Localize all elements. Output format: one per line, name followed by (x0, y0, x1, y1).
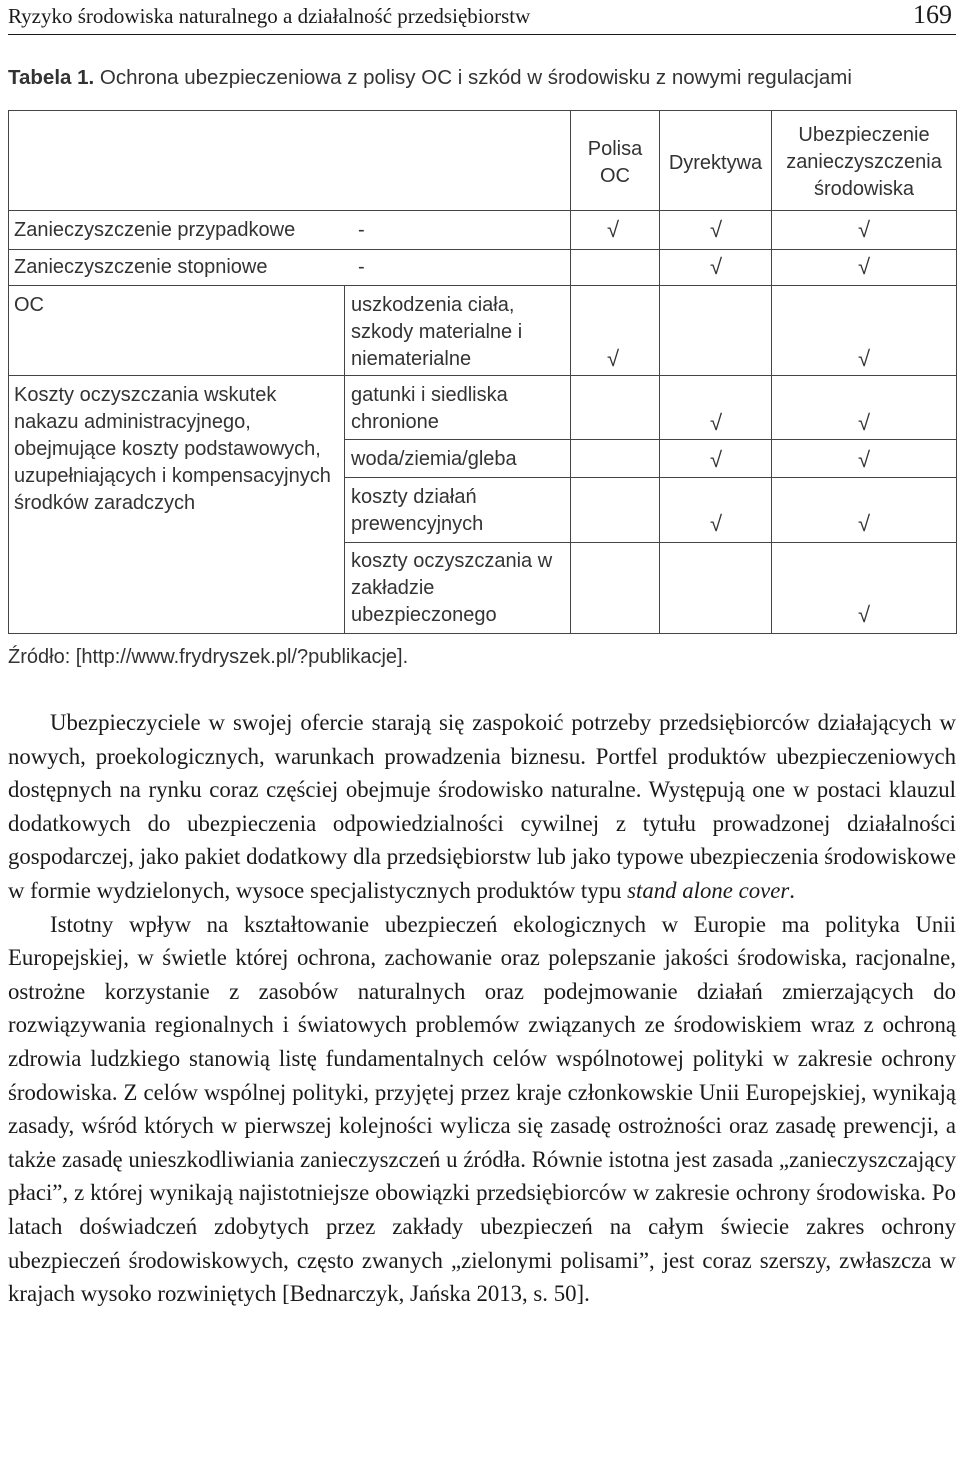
table-rule (344, 477, 957, 478)
table-rule (956, 110, 957, 634)
check-mark: √ (709, 410, 723, 435)
check-mark: √ (857, 410, 871, 435)
check-mark: √ (606, 217, 620, 242)
table-source: Źródło: [http://www.frydryszek.pl/?publikacje]. (8, 646, 409, 668)
check-mark: √ (857, 217, 871, 242)
coverage-table (8, 110, 957, 634)
column-header-dyrektywa: Dyrektywa (668, 152, 763, 174)
table-rule (659, 110, 660, 634)
row-label: Zanieczyszczenie przypadkowe (14, 219, 296, 241)
sub-row-label: uszkodzenia ciała, szkody materialne i niematerialne (351, 294, 523, 370)
table-rule (8, 375, 957, 376)
table-caption (8, 66, 956, 90)
column-header-polisa: Polisa OC (587, 138, 643, 187)
table-rule (8, 249, 957, 250)
table-caption-text: Ochrona ubezpieczeniowa z polisy OC i szkód w środowisku z nowymi regulacjami (94, 66, 852, 89)
column-header-ubezpieczenie: Ubezpieczenie zanieczyszczenia środowiska (786, 124, 942, 200)
table-rule (344, 285, 345, 633)
check-mark: √ (709, 217, 723, 242)
table-rule (8, 285, 957, 286)
dash-cell: - (358, 256, 365, 278)
check-mark: √ (857, 346, 871, 371)
row-label-oc: OC (14, 294, 44, 316)
check-mark: √ (857, 447, 871, 472)
check-mark: √ (606, 346, 620, 371)
row-label-costs: Koszty oczyszczania wskutek nakazu administracyjnego, obejmujące koszty podstawowych, uzupełniających i kompensacyjnych środków zaradczych (14, 384, 331, 514)
table-rule (344, 439, 957, 440)
check-mark: √ (857, 254, 871, 279)
table-caption-label: Tabela 1. (8, 66, 95, 89)
running-title: Ryzyko środowiska naturalnego a działalność przedsiębiorstw (8, 4, 531, 28)
paragraph-text: . (789, 877, 795, 903)
check-mark: √ (709, 511, 723, 536)
paragraph-italic: stand alone cover (627, 877, 790, 903)
check-mark: √ (857, 602, 871, 627)
table-rule (344, 542, 957, 543)
check-mark: √ (857, 511, 871, 536)
check-mark: √ (709, 447, 723, 472)
table-rule (8, 210, 957, 211)
dash-cell: - (358, 219, 365, 241)
table-rule (8, 110, 957, 111)
table-rule (8, 110, 9, 634)
page-number: 169 (913, 0, 952, 29)
sub-row-label: koszty oczyszczania w zakładzie ubezpieczonego (351, 550, 553, 626)
sub-row-label: koszty działań prewencyjnych (351, 486, 484, 535)
table-rule (771, 110, 772, 634)
sub-row-label: gatunki i siedliska chronione (351, 384, 508, 433)
page-header (8, 0, 956, 35)
sub-row-label: woda/ziemia/gleba (351, 448, 517, 470)
paragraph (8, 706, 956, 908)
check-mark: √ (709, 254, 723, 279)
table-rule (8, 633, 957, 634)
paragraph: Istotny wpływ na kształtowanie ubezpieczeń ekologicznych w Europie ma polityka Unii Europejskiej, w świetle której ochrona, zachowanie oraz polepszanie jakości środowiska, racjonalne, ostrożne korzystanie z zasobów naturalnych oraz podejmowanie działań zmierzających do rozwiązywania regionalnych i światowych problemów związanych ze środowiskiem wraz z ochroną zdrowia ludzkiego stanowią listę fundamentalnych celów wspólnotowej polityki w zakresie ochrony środowiska. Z celów wspólnej polityki, przyjętej przez kraje członkowskie Unii Europejskiej, wynikają zasady, wśród których w pierwszej kolejności wylicza się zasadę ostrożności oraz zasadę prewencji, a także zasadę unieszkodliwiania zanieczyszczeń u źródła. Równie istotna jest zasada „zanieczyszczający płaci”, z której wynikają najistotniejsze obowiązki przedsiębiorców w zakresie ochrony środowiska. Po latach doświadczeń zdobytych przez zakłady ubezpieczeń na całym świecie zakres ochrony ubezpieczeń środowiskowych, często zwanych „zielonymi polisami”, jest coraz szerszy, zwłaszcza w krajach wysoko rozwiniętych [Bednarczyk, Jańska 2013, s. 50]. (8, 911, 956, 1307)
body-text (8, 706, 956, 1311)
paragraph-text: Ubezpieczyciele w swojej ofercie starają się zaspokoić potrzeby przedsiębiorców działających w nowych, proekologicznych, warunkach prowadzenia biznesu. Portfel produktów ubezpieczeniowych dostępnych na rynku coraz częściej obejmuje środowisko naturalne. Występują one w postaci klauzul dodatkowych do ubezpieczenia odpowiedzialności cywilnej z tytułu prowadzonej działalności gospodarczej, jako pakiet dodatkowy dla przedsiębiorstw lub jako typowe ubezpieczenia środowiskowe w formie wydzielonych, wysoce specjalistycznych produktów typu (8, 710, 956, 903)
row-label: Zanieczyszczenie stopniowe (14, 256, 268, 278)
